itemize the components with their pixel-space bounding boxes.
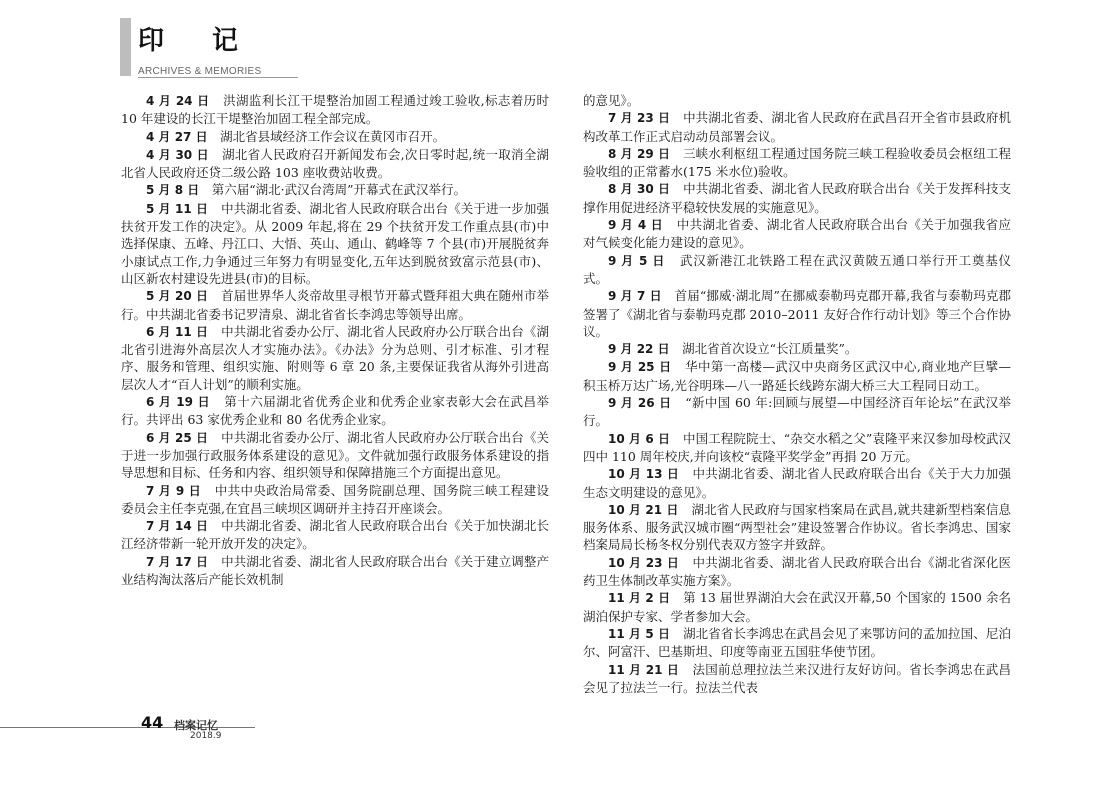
chronicle-entry [583, 625, 1011, 661]
chronicle-entry [583, 109, 1011, 145]
chronicle-entry [121, 323, 549, 393]
chronicle-entry [583, 394, 1011, 430]
chronicle-entry [121, 146, 549, 182]
entry-date: 8 月 29 日 [608, 146, 671, 161]
entry-date: 10 月 23 日 [608, 555, 680, 570]
chronicle-entry [583, 287, 1011, 340]
entry-text: 中共湖北省委、湖北省人民政府联合出台《关于发挥科技支撑作用促进经济平稳较快发展的实施意见》。 [583, 181, 1011, 215]
entry-text: 湖北省县域经济工作会议在黄冈市召开。 [220, 128, 446, 144]
chronicle-entry [121, 92, 549, 128]
chronicle-entry [121, 181, 549, 199]
chronicle-entry [583, 465, 1011, 501]
magazine-name: 档案记忆 [174, 719, 218, 732]
entry-text: 首届世界华人炎帝故里寻根节开幕式暨拜祖大典在随州市举行。中共湖北省委书记罗清泉、湖北省省长李鸿忠等领导出席。 [121, 288, 549, 322]
entry-date: 11 月 21 日 [608, 662, 680, 677]
entry-date: 7 月 17 日 [146, 554, 209, 569]
section-title-char-1: 印 [138, 26, 165, 56]
chronicle-entry [121, 429, 549, 482]
entry-text: 的意见》。 [583, 93, 640, 108]
chronicle-entry [583, 589, 1011, 625]
entry-text: 湖北省人民政府与国家档案局在武昌,就共建新型档案信息服务体系、服务武汉城市圈“两型社会”建设签署合作协议。省长李鸿忠、国家档案局局长杨冬权分别代表双方签字并致辞。 [583, 501, 1011, 553]
entry-text: 中共湖北省委、湖北省人民政府联合出台《关于加强我省应对气候变化能力建设的意见》。 [583, 217, 1011, 251]
entry-text: 湖北省省长李鸿忠在武昌会见了来鄂访问的孟加拉国、尼泊尔、阿富汗、巴基斯坦、印度等南亚五国驻华使节团。 [583, 625, 1011, 660]
chronicle-entry [583, 501, 1011, 554]
chronicle-entry [583, 430, 1011, 466]
entry-date: 9 月 4 日 [608, 218, 664, 233]
entry-text: 法国前总理拉法兰来汉进行友好访问。省长李鸿忠在武昌会见了拉法兰一行。拉法兰代表 [583, 661, 1011, 695]
entry-text: 武汉新港江北铁路工程在武汉黄陂五通口举行开工奠基仪式。 [583, 252, 1011, 286]
chronicle-entry [121, 482, 549, 518]
entry-text: 中共湖北省委、湖北省人民政府联合出台《关于加快湖北长江经济带新一轮开放开发的决定》。 [121, 518, 549, 552]
entry-date: 7 月 14 日 [146, 519, 209, 534]
page-number: 44 [141, 713, 164, 732]
issue-number: 2018.9 [190, 731, 222, 741]
entry-date: 9 月 5 日 [608, 253, 666, 268]
entry-text: 第 13 届世界湖泊大会在武汉开幕,50 个国家的 1500 余名湖泊保护专家、学者参加大会。 [583, 590, 1011, 624]
entry-date: 5 月 20 日 [146, 289, 209, 304]
chronicle-entry-continued [583, 92, 1011, 109]
entry-text: 中共湖北省委办公厅、湖北省人民政府办公厅联合出台《关于进一步加强行政服务体系建设的意见》。文件就加强行政服务体系建设的指导思想和目标、任务和内容、组织领导和保障措施三个方面提出意见。 [121, 429, 549, 481]
chronicle-entry [121, 200, 549, 287]
chronicle-entry [121, 287, 549, 323]
entry-text: 中共湖北省委办公厅、湖北省人民政府办公厅联合出台《湖北省引进海外高层次人才实施办法》。《办法》分为总则、引才标准、引才程序、服务和管理、组织实施、附则等 6 章 20 条,主要保证我省从海外引进高层次人才“百人计划”的顺利实施。 [121, 323, 549, 392]
chronicle-entry [583, 358, 1011, 394]
section-title [138, 20, 238, 57]
entry-text: 洪湖监利长江干堤整治加固工程通过竣工验收,标志着历时 10 年建设的长江干堤整治加固工程全部完成。 [121, 93, 549, 127]
entry-date: 7 月 23 日 [608, 111, 671, 126]
entry-date: 9 月 22 日 [608, 342, 670, 357]
entry-date: 9 月 7 日 [608, 289, 662, 304]
entry-date: 6 月 25 日 [146, 430, 209, 445]
entry-text: 湖北省首次设立“长江质量奖”。 [682, 341, 858, 357]
entry-date: 11 月 5 日 [608, 626, 671, 641]
entry-date: 5 月 11 日 [146, 201, 209, 216]
entry-date: 8 月 30 日 [608, 182, 671, 197]
entry-text: 华中第一高楼—武汉中央商务区武汉中心,商业地产巨擘—积玉桥万达广场,光谷明珠—八一路延长线跨东湖大桥三大工程同日动工。 [583, 359, 1011, 393]
header-rule [138, 77, 298, 78]
entry-date: 10 月 21 日 [608, 502, 679, 517]
entry-date: 6 月 11 日 [146, 324, 209, 339]
entry-text: 第六届“湖北·武汉台湾周”开幕式在武汉举行。 [211, 182, 467, 198]
left-column [121, 92, 549, 588]
chronicle-entry [121, 128, 549, 146]
chronicle-entry [121, 553, 549, 589]
entry-text: 中共湖北省委、湖北省人民政府在武昌召开全省市县政府机构改革工作正式启动动员部署会议。 [583, 110, 1011, 144]
entry-date: 9 月 25 日 [608, 360, 672, 375]
entry-date: 4 月 27 日 [146, 129, 208, 144]
header-accent-bar [120, 18, 131, 76]
entry-text: “新中国 60 年:回顾与展望—中国经济百年论坛”在武汉举行。 [583, 395, 1011, 429]
chronicle-entry [121, 517, 549, 553]
entry-date: 11 月 2 日 [608, 591, 671, 606]
entry-text: 三峡水利枢纽工程通过国务院三峡工程验收委员会枢纽工程验收组的正常蓄水(175 米水位)验收。 [583, 145, 1011, 180]
entry-date: 6 月 19 日 [146, 395, 211, 410]
entry-date: 10 月 13 日 [608, 467, 680, 482]
chronicle-entry [583, 554, 1011, 590]
chronicle-entry [121, 393, 549, 429]
entry-text: 中共湖北省委、湖北省人民政府联合出台《关于进一步加强扶贫开发工作的决定》。从 2009 年起,将在 29 个扶贫开发工作重点县(市)中选择保康、五峰、丹江口、大悟、英山、通山、鹤峰等 7 个县(市)开展脱贫奔小康试点工作,力争通过三年努力有明显变化,五年达到脱贫致富示范县(市)、山区新农村建设先进县(市)的目标。 [121, 200, 549, 286]
entry-text: 中共湖北省委、湖北省人民政府联合出台《湖北省深化医药卫生体制改革实施方案》。 [583, 554, 1011, 589]
entry-text: 第十六届湖北省优秀企业和优秀企业家表彰大会在武昌举行。共评出 63 家优秀企业和 80 名优秀企业家。 [121, 394, 549, 428]
entry-date: 5 月 8 日 [146, 183, 200, 198]
entry-text: 中共湖北省委、湖北省人民政府联合出台《关于建立调整产业结构淘汰落后产能长效机制 [121, 553, 549, 588]
section-title-char-2: 记 [212, 26, 239, 56]
entry-date: 4 月 24 日 [146, 94, 210, 108]
chronicle-entry [583, 216, 1011, 252]
entry-date: 7 月 9 日 [146, 483, 202, 498]
chronicle-entry [583, 145, 1011, 181]
chronicle-entry [583, 340, 1011, 358]
entry-date: 4 月 30 日 [146, 147, 209, 162]
chronicle-entry [583, 661, 1011, 697]
entry-text: 湖北省人民政府召开新闻发布会,次日零时起,统一取消全湖北省人民政府还贷二级公路 103 座收费站收费。 [121, 146, 549, 181]
entry-text: 中共中央政治局常委、国务院副总理、国务院三峡工程建设委员会主任李克强,在宜昌三峡坝区调研并主持召开座谈会。 [121, 482, 549, 516]
entry-date: 10 月 6 日 [608, 431, 671, 446]
entry-date: 9 月 26 日 [608, 396, 672, 411]
entry-text: 首届“挪威·湖北周”在挪威泰勒玛克郡开幕,我省与泰勒玛克郡签署了《湖北省与泰勒玛克郡 2010–2011 友好合作行动计划》等三个合作协议。 [583, 288, 1011, 339]
entry-text: 中共湖北省委、湖北省人民政府联合出台《关于大力加强生态文明建设的意见》。 [583, 466, 1011, 500]
chronicle-entry [583, 180, 1011, 216]
section-subtitle: ARCHIVES & MEMORIES [138, 66, 262, 77]
chronicle-entry [583, 252, 1011, 288]
entry-text: 中国工程院院士、“杂交水稻之父”袁隆平来汉参加母校武汉四中 110 周年校庆,并向该校“袁隆平奖学金”再捐 20 万元。 [583, 430, 1011, 464]
right-column [583, 92, 1011, 696]
